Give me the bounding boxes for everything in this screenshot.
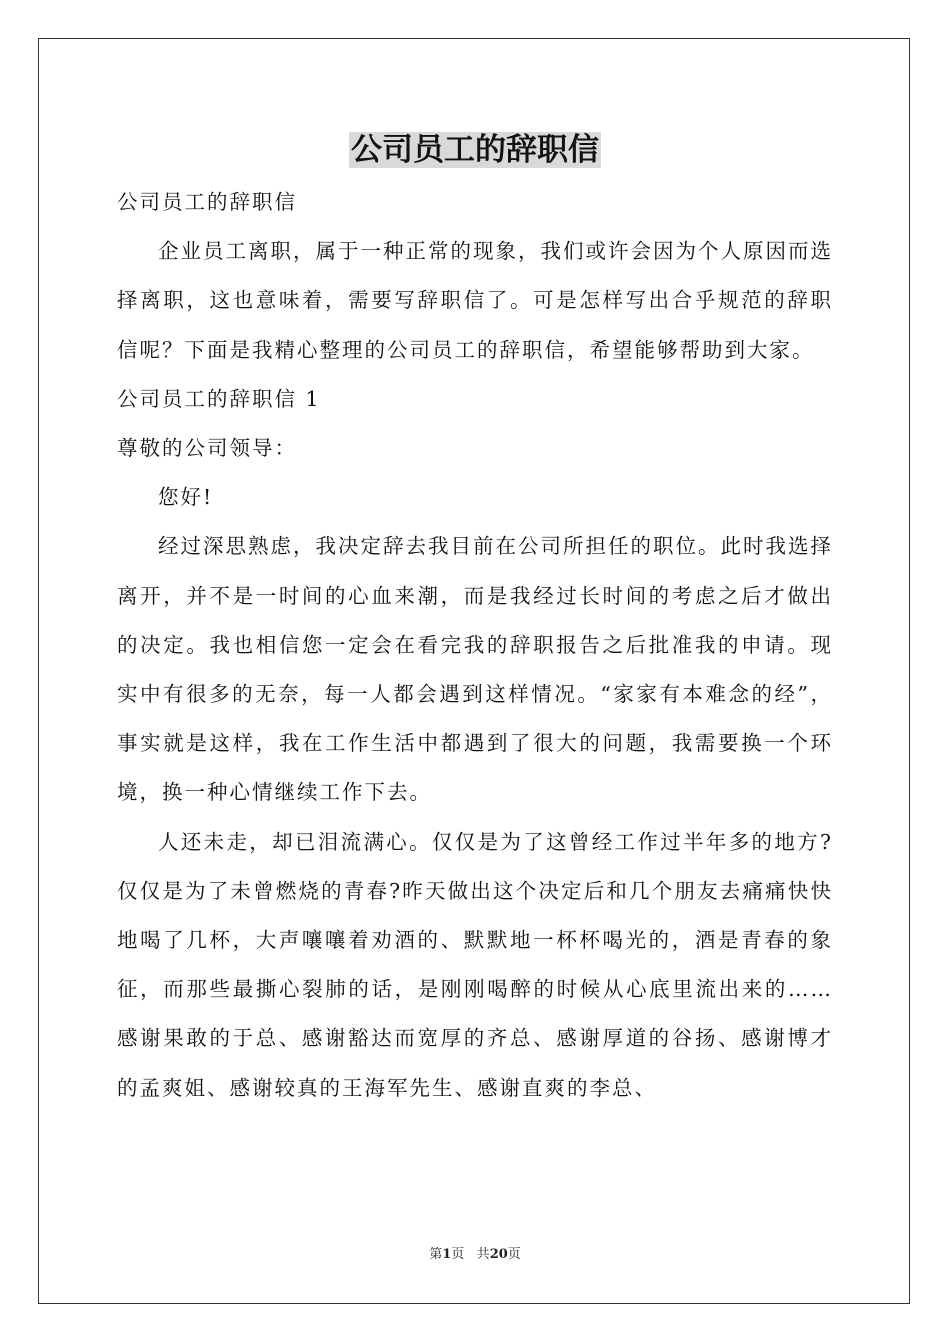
body-paragraph: 人还未走，却已泪流满心。仅仅是为了这曾经工作过半年多的地方?仅仅是为了未曾燃烧的青春?昨天做出这个决定后和几个朋友去痛痛快快地喝了几杯，大声嚷嚷着劝酒的、默默地一杯杯喝光的，酒是青春的象征，而那些最撕心裂肺的话，是刚刚喝醉的时候从心底里流出来的……感谢果敢的于总、感谢豁达而宽厚的齐总、感谢厚道的谷扬、感谢博才的孟爽姐、感谢较真的王海军先生、感谢直爽的李总、: [117, 829, 833, 1100]
document-title: [117, 128, 833, 172]
body-paragraph: 经过深思熟虑，我决定辞去我目前在公司所担任的职位。此时我选择离开，并不是一时间的心血来潮，而是我经过长时间的考虑之后才做出的决定。我也相信您一定会在看完我的辞职报告之后批准我的申请。现实中有很多的无奈，每一人都会遇到这样情况。“家家有本难念的经”，事实就是这样，我在工作生活中都遇到了很大的问题，我需要换一个环境，换一种心情继续工作下去。: [117, 534, 833, 805]
document-body: [117, 178, 833, 1113]
letter-heading: 公司员工的辞职信 1: [117, 386, 321, 411]
footer-total-unit: 页: [507, 1247, 521, 1262]
footer-total-pages: 20: [489, 1247, 508, 1262]
footer-total-prefix: 共: [476, 1247, 490, 1262]
salutation: 尊敬的公司领导：: [117, 436, 297, 461]
document-title-text: 公司员工的辞职信: [351, 132, 599, 168]
subtitle-paragraph: 公司员工的辞职信: [117, 190, 297, 214]
footer-prefix: 第: [429, 1247, 443, 1262]
footer-page-number: 1: [442, 1247, 452, 1262]
page-footer: [0, 1246, 950, 1264]
footer-page-unit: 页: [451, 1247, 465, 1262]
intro-paragraph: 企业员工离职，属于一种正常的现象，我们或许会因为个人原因而选择离职，这也意味着，需要写辞职信了。可是怎样写出合乎规范的辞职信呢？下面是我精心整理的公司员工的辞职信，希望能够帮助到大家。: [117, 239, 833, 362]
greeting: 您好!: [158, 485, 214, 510]
